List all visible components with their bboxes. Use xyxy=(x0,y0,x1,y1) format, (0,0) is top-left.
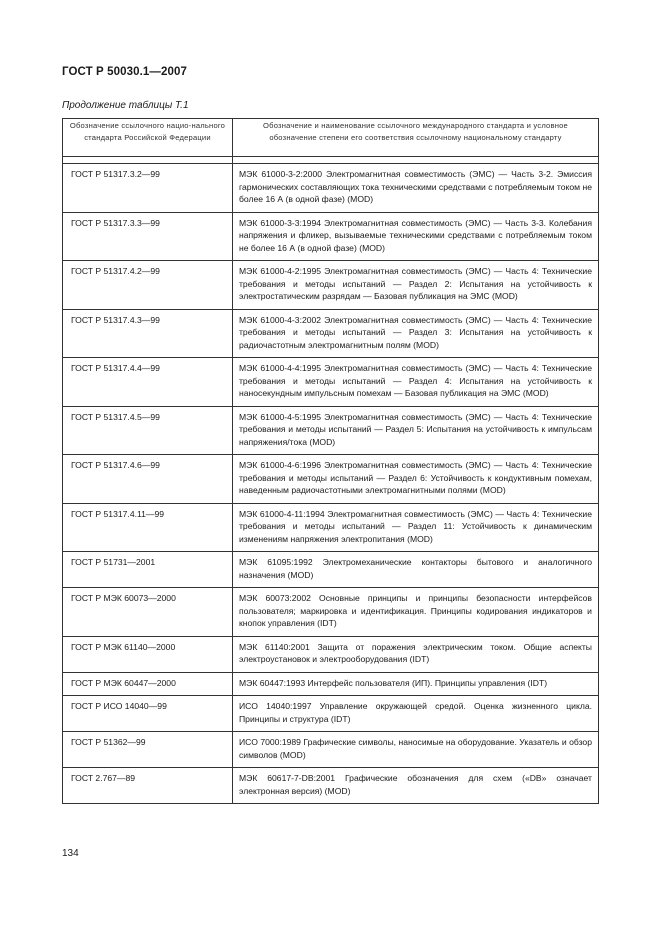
national-standard-cell: ГОСТ Р 51317.4.4—99 xyxy=(63,358,233,407)
table-spacer-row xyxy=(63,157,599,164)
national-standard-cell: ГОСТ Р ИСО 14040—99 xyxy=(63,696,233,732)
international-standard-cell: МЭК 60617-7-DB:2001 Графические обозначения для схем («DB» означает электронная версия) (MOD) xyxy=(233,768,599,804)
table-row xyxy=(63,261,599,310)
international-standard-cell: МЭК 61000-4-4:1995 Электромагнитная совместимость (ЭМС) — Часть 4: Технические требования и методы испытаний — Раздел 4: Испытания на устойчивость к наносекундным импульсным помехам — Базовая публикация на ЭМС (MOD) xyxy=(233,358,599,407)
table-row xyxy=(63,212,599,261)
table-row xyxy=(63,552,599,588)
table-row xyxy=(63,358,599,407)
national-standard-cell: ГОСТ Р МЭК 61140—2000 xyxy=(63,636,233,672)
reference-standards-table xyxy=(62,118,599,804)
international-standard-cell: МЭК 61000-4-6:1996 Электромагнитная совместимость (ЭМС) — Часть 4: Технические требования и методы испытаний — Раздел 6: Устойчивость к кондуктивным помехам, наведенным радиочастотными электромагнитными полями (MOD) xyxy=(233,455,599,504)
international-standard-cell: МЭК 61000-4-2:1995 Электромагнитная совместимость (ЭМС) — Часть 4: Технические требования и методы испытаний — Раздел 2: Испытания на устойчивость к электростатическим разрядам — Базовая публикация на ЭМС (MOD) xyxy=(233,261,599,310)
international-standard-cell: МЭК 61000-3-2:2000 Электромагнитная совместимость (ЭМС) — Часть 3-2. Эмиссия гармонических составляющих тока техническими средствами с потребляемым током не более 16 А (в одной фазе) (MOD) xyxy=(233,164,599,213)
international-standard-cell: МЭК 61000-4-3:2002 Электромагнитная совместимость (ЭМС) — Часть 4: Технические требования и методы испытаний — Раздел 3: Испытания на устойчивость к радиочастотным электромагнитным полям (MOD) xyxy=(233,309,599,358)
national-standard-cell: ГОСТ Р МЭК 60447—2000 xyxy=(63,672,233,696)
table-row xyxy=(63,672,599,696)
table-row xyxy=(63,636,599,672)
international-standard-cell: ИСО 7000:1989 Графические символы, наносимые на оборудование. Указатель и обзор символов (MOD) xyxy=(233,732,599,768)
table-header-row xyxy=(63,119,599,157)
national-standard-cell: ГОСТ Р 51317.4.11—99 xyxy=(63,503,233,552)
national-standard-cell: ГОСТ Р 51317.4.5—99 xyxy=(63,406,233,455)
national-standard-cell: ГОСТ Р 51317.3.2—99 xyxy=(63,164,233,213)
table-caption: Продолжение таблицы Т.1 xyxy=(62,100,189,111)
table-row xyxy=(63,503,599,552)
national-standard-cell: ГОСТ Р 51317.4.3—99 xyxy=(63,309,233,358)
table-row xyxy=(63,406,599,455)
international-standard-cell: МЭК 61000-3-3:1994 Электромагнитная совместимость (ЭМС) — Часть 3-3. Колебания напряжения и фликер, вызываемые техническими средствами с потребляемым током не более 16 А (в одной фазе) (MOD) xyxy=(233,212,599,261)
international-standard-cell: МЭК 61095:1992 Электромеханические контакторы бытового и аналогичного назначения (MOD) xyxy=(233,552,599,588)
table-row xyxy=(63,768,599,804)
international-standard-cell: МЭК 60073:2002 Основные принципы и принципы безопасности интерфейсов пользователя; маркировка и идентификация. Принципы кодирования индикаторов и кнопок управления (IDT) xyxy=(233,588,599,637)
international-standard-cell: МЭК 61000-4-11:1994 Электромагнитная совместимость (ЭМС) — Часть 4: Технические требования и методы испытаний — Раздел 11: Устойчивость к динамическим изменениям напряжения электропитания (MOD) xyxy=(233,503,599,552)
international-standard-cell: МЭК 60447:1993 Интерфейс пользователя (ИП). Принципы управления (IDT) xyxy=(233,672,599,696)
international-standard-cell: ИСО 14040:1997 Управление окружающей средой. Оценка жизненного цикла. Принципы и структура (IDT) xyxy=(233,696,599,732)
international-standard-cell: МЭК 61000-4-5:1995 Электромагнитная совместимость (ЭМС) — Часть 4: Технические требования и методы испытаний — Раздел 5: Испытания на устойчивость к импульсам напряжения/тока (MOD) xyxy=(233,406,599,455)
table-row xyxy=(63,164,599,213)
table-row xyxy=(63,732,599,768)
national-standard-cell: ГОСТ Р 51317.3.3—99 xyxy=(63,212,233,261)
national-standard-cell: ГОСТ Р МЭК 60073—2000 xyxy=(63,588,233,637)
table-row xyxy=(63,309,599,358)
page-number: 134 xyxy=(62,848,79,859)
column-header-national: Обозначение ссылочного нацио-нального стандарта Российской Федерации xyxy=(63,119,233,157)
national-standard-cell: ГОСТ Р 51731—2001 xyxy=(63,552,233,588)
table-row xyxy=(63,696,599,732)
international-standard-cell: МЭК 61140:2001 Защита от поражения электрическим током. Общие аспекты электроустановок и электрооборудования (IDT) xyxy=(233,636,599,672)
column-header-international: Обозначение и наименование ссылочного международного стандарта и условное обозначение степени его соответствия ссылочному национальному стандарту xyxy=(233,119,599,157)
table-body xyxy=(63,157,599,804)
document-code: ГОСТ Р 50030.1—2007 xyxy=(62,66,187,78)
table-row xyxy=(63,455,599,504)
national-standard-cell: ГОСТ 2.767—89 xyxy=(63,768,233,804)
national-standard-cell: ГОСТ Р 51317.4.2—99 xyxy=(63,261,233,310)
national-standard-cell: ГОСТ Р 51317.4.6—99 xyxy=(63,455,233,504)
national-standard-cell: ГОСТ Р 51362—99 xyxy=(63,732,233,768)
table-row xyxy=(63,588,599,637)
